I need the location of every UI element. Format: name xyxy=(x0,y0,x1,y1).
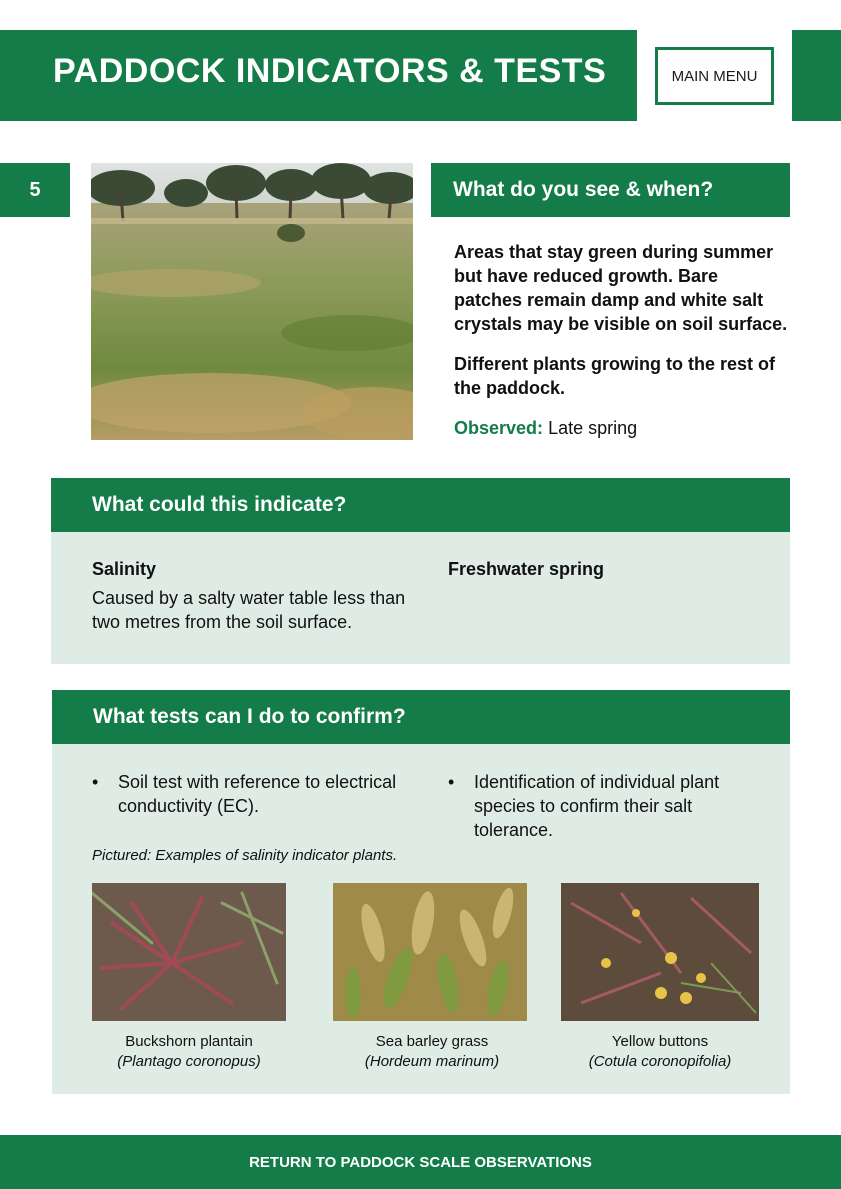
observed-label: Observed: xyxy=(454,418,544,438)
return-to-paddock-scale-button[interactable]: RETURN TO PADDOCK SCALE OBSERVATIONS xyxy=(0,1135,841,1189)
see-paragraph-2: Different plants growing to the rest of the paddock. xyxy=(454,354,776,398)
bullet-icon: • xyxy=(92,772,99,792)
indicate-section-heading: What could this indicate? xyxy=(51,478,790,532)
header-accent-bar xyxy=(792,30,841,121)
page-number-badge: 5 xyxy=(0,163,70,217)
plant-photo-sea-barley-grass xyxy=(333,883,527,1021)
plant-caption xyxy=(312,1032,552,1072)
see-paragraph-1: Areas that stay green during summer but have reduced growth. Bare patches remain damp and white salt crystals may be visible on soil surface. xyxy=(454,242,788,334)
test-bullet-item xyxy=(448,770,768,842)
bullet-icon: • xyxy=(448,772,455,792)
plant-caption xyxy=(69,1032,309,1072)
plant-photo-yellow-buttons xyxy=(561,883,759,1021)
plant-common-name: Yellow buttons xyxy=(611,1033,709,1050)
plant-common-name: Buckshorn plantain xyxy=(125,1033,253,1050)
test-bullet-text: Identification of individual plant species to confirm their salt tolerance. xyxy=(474,772,720,840)
pictured-note: Pictured: Examples of salinity indicator plants. xyxy=(92,847,398,864)
indication-description-salinity: Caused by a salty water table less than two metres from the soil surface. xyxy=(92,588,406,632)
plant-scientific-name: (Cotula coronopifolia) xyxy=(588,1053,732,1070)
observed-line xyxy=(454,416,789,440)
observed-value: Late spring xyxy=(548,418,638,438)
tests-section-heading: What tests can I do to confirm? xyxy=(52,690,790,744)
see-section-heading: What do you see & when? xyxy=(431,163,790,217)
indication-title-freshwater-spring: Freshwater spring xyxy=(448,559,605,579)
see-section-body xyxy=(454,240,789,440)
plant-scientific-name: (Hordeum marinum) xyxy=(364,1053,500,1070)
plant-caption xyxy=(540,1032,780,1072)
paddock-photo xyxy=(91,163,413,440)
plant-scientific-name: (Plantago coronopus) xyxy=(117,1053,261,1070)
plant-common-name: Sea barley grass xyxy=(375,1033,489,1050)
test-bullet-item xyxy=(92,770,432,818)
indication-title-salinity: Salinity xyxy=(92,559,157,579)
test-bullet-text: Soil test with reference to electrical conductivity (EC). xyxy=(118,772,397,816)
plant-photo-buckshorn-plantain xyxy=(92,883,286,1021)
main-menu-button[interactable]: MAIN MENU xyxy=(655,47,774,105)
page-title: PADDOCK INDICATORS & TESTS xyxy=(53,52,607,90)
